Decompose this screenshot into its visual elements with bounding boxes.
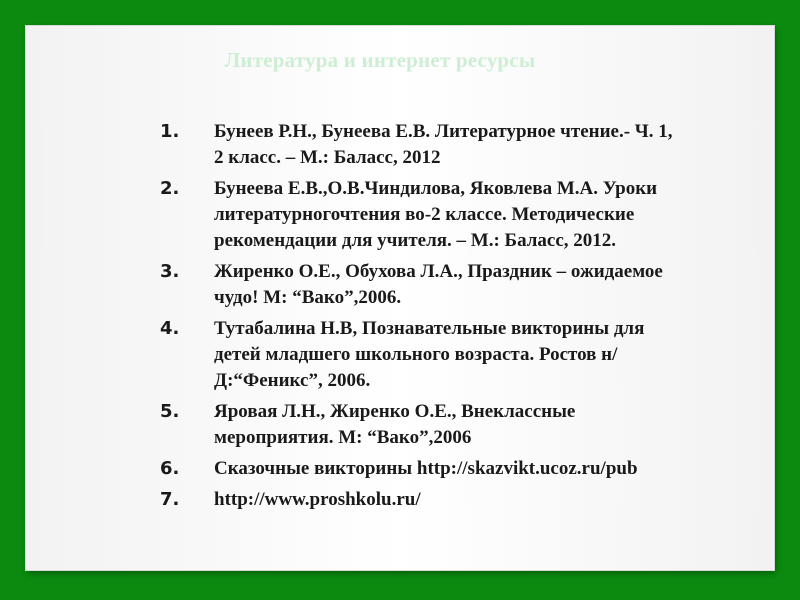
list-number: 3. [160,261,180,282]
list-number: 5. [160,401,180,422]
reference-text: Тутабалина Н.В, Познавательные викторины для детей младшего школьного возраста. Ростов н/Д:“Феникс”, 2006. [214,318,645,391]
list-number: 6. [160,458,180,479]
list-item [160,259,680,311]
reference-text: Бунеев Р.Н., Бунеева Е.В. Литературное чтение.- Ч. 1, 2 класс. – М.: Баласс, 2012 [214,121,673,168]
reference-text: Яровая Л.Н., Жиренко О.Е., Внеклассные мероприятия. М: “Вако”,2006 [214,401,576,448]
list-item [160,176,680,254]
reference-text: Жиренко О.Е., Обухова Л.А., Праздник – ожидаемое чудо! М: “Вако”,2006. [214,261,663,308]
list-item [160,316,680,394]
reference-text: http://www.proshkolu.ru/ [214,489,421,510]
list-item [160,456,680,482]
reference-text: Бунеева Е.В.,О.В.Чиндилова, Яковлева М.А. Уроки литературногочтения во-2 классе. Методические рекомендации для учителя. – М.: Баласс, 2012. [214,178,658,251]
reference-list [160,119,680,518]
list-item [160,487,680,513]
list-number: 2. [160,178,180,199]
list-item [160,399,680,451]
list-number: 1. [160,121,180,142]
list-number: 4. [160,318,180,339]
list-item [160,119,680,171]
slide-title: Литература и интернет ресурсы [224,48,536,72]
list-number: 7. [160,489,180,510]
reference-text: Сказочные викторины http://skazvikt.ucoz.ru/pub [214,458,638,479]
